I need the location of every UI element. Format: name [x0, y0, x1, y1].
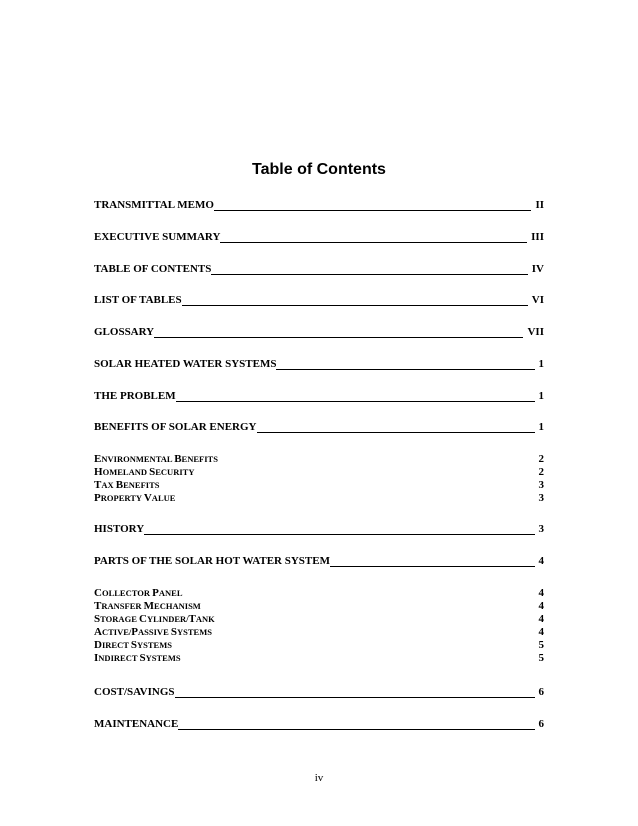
toc-subentry-homeland-security[interactable] [94, 466, 544, 478]
toc-subentry-label: PROPERTY VALUE [94, 492, 176, 504]
toc-page-number: 4 [538, 587, 544, 599]
toc-entry-label: MAINTENANCE [94, 718, 179, 730]
toc-page-number: 5 [538, 652, 544, 664]
toc-entry-glossary[interactable] [94, 326, 544, 339]
toc-page-number: II [535, 199, 544, 211]
toc-subentry-label: COLLECTOR PANEL [94, 587, 183, 599]
toc-subentry-label: TAX BENEFITS [94, 479, 160, 491]
toc-entry-list-of-tables[interactable] [94, 294, 544, 307]
toc-leader-line [154, 337, 523, 338]
toc-leader-line [178, 729, 534, 730]
toc-page-number: 6 [538, 718, 544, 730]
toc-leader-line [175, 697, 535, 698]
toc-page-number: 1 [538, 421, 544, 433]
toc-subentry-label: TRANSFER MECHANISM [94, 600, 201, 612]
toc-page-number: 6 [538, 686, 544, 698]
page-title: Table of Contents [252, 161, 386, 178]
toc-entry-transmittal-memo[interactable] [94, 199, 544, 212]
toc-page-number: 1 [538, 358, 544, 370]
toc-leader-line [214, 210, 532, 211]
toc-entry-parts-of-the-solar-hot-water-system[interactable] [94, 555, 544, 568]
toc-subentry-label: DIRECT SYSTEMS [94, 639, 172, 651]
toc-leader-line [220, 242, 527, 243]
toc-leader-line [257, 432, 535, 433]
toc-subentry-collector-panel[interactable] [94, 587, 544, 599]
toc-page-number: III [531, 231, 544, 243]
toc-page-number: 2 [538, 453, 544, 465]
toc-subentry-active-passive-systems[interactable] [94, 626, 544, 638]
toc-entry-the-problem[interactable] [94, 390, 544, 403]
toc-page-number: 4 [538, 613, 544, 625]
toc-subentry-tax-benefits[interactable] [94, 479, 544, 491]
toc-subentry-label: INDIRECT SYSTEMS [94, 652, 181, 664]
toc-subentry-storage-cylinder-tank[interactable] [94, 613, 544, 625]
toc-page-number: IV [531, 263, 544, 275]
toc-entry-label: THE PROBLEM [94, 390, 176, 402]
toc-leader-line [211, 274, 527, 275]
toc-entry-label: BENEFITS OF SOLAR ENERGY [94, 421, 257, 433]
toc-entry-label: LIST OF TABLES [94, 294, 182, 306]
toc-subentry-environmental-benefits[interactable] [94, 453, 544, 465]
table-of-contents [94, 0, 544, 826]
toc-entry-label: PARTS OF THE SOLAR HOT WATER SYSTEM [94, 555, 330, 567]
toc-page-number: 1 [538, 390, 544, 402]
toc-page-number: 3 [538, 523, 544, 535]
toc-entry-label: GLOSSARY [94, 326, 155, 338]
toc-entry-solar-heated-water-systems[interactable] [94, 358, 544, 371]
toc-entry-benefits-of-solar-energy[interactable] [94, 421, 544, 434]
toc-page-number: VI [531, 294, 544, 306]
toc-subentry-transfer-mechanism[interactable] [94, 600, 544, 612]
toc-page-number: 3 [538, 479, 544, 491]
toc-entry-label: HISTORY [94, 523, 145, 535]
toc-subentry-label: HOMELAND SECURITY [94, 466, 195, 478]
toc-leader-line [182, 305, 528, 306]
toc-page-number: 4 [538, 555, 544, 567]
toc-page-number: 4 [538, 626, 544, 638]
toc-leader-line [144, 534, 534, 535]
toc-entry-maintenance[interactable] [94, 718, 544, 731]
toc-entry-label: TABLE OF CONTENTS [94, 263, 212, 275]
toc-entry-label: SOLAR HEATED WATER SYSTEMS [94, 358, 277, 370]
toc-leader-line [176, 401, 535, 402]
toc-subentry-direct-systems[interactable] [94, 639, 544, 651]
toc-subentry-property-value[interactable] [94, 492, 544, 504]
toc-entry-label: EXECUTIVE SUMMARY [94, 231, 221, 243]
toc-subentry-label: STORAGE CYLINDER/TANK [94, 613, 215, 625]
toc-leader-line [276, 369, 534, 370]
toc-entry-cost-savings[interactable] [94, 686, 544, 699]
toc-subentry-label: ACTIVE/PASSIVE SYSTEMS [94, 626, 212, 638]
toc-subentry-label: ENVIRONMENTAL BENEFITS [94, 453, 218, 465]
toc-entry-history[interactable] [94, 523, 544, 536]
toc-page-number: 5 [538, 639, 544, 651]
toc-entry-label: TRANSMITTAL MEMO [94, 199, 214, 211]
toc-subentry-indirect-systems[interactable] [94, 652, 544, 664]
toc-entry-executive-summary[interactable] [94, 231, 544, 244]
toc-page-number: VII [527, 326, 544, 338]
page-number-footer: iv [314, 772, 324, 784]
toc-entry-table-of-contents[interactable] [94, 263, 544, 276]
toc-leader-line [330, 566, 535, 567]
toc-page-number: 3 [538, 492, 544, 504]
toc-page-number: 2 [538, 466, 544, 478]
toc-page-number: 4 [538, 600, 544, 612]
toc-entry-label: COST/SAVINGS [94, 686, 175, 698]
